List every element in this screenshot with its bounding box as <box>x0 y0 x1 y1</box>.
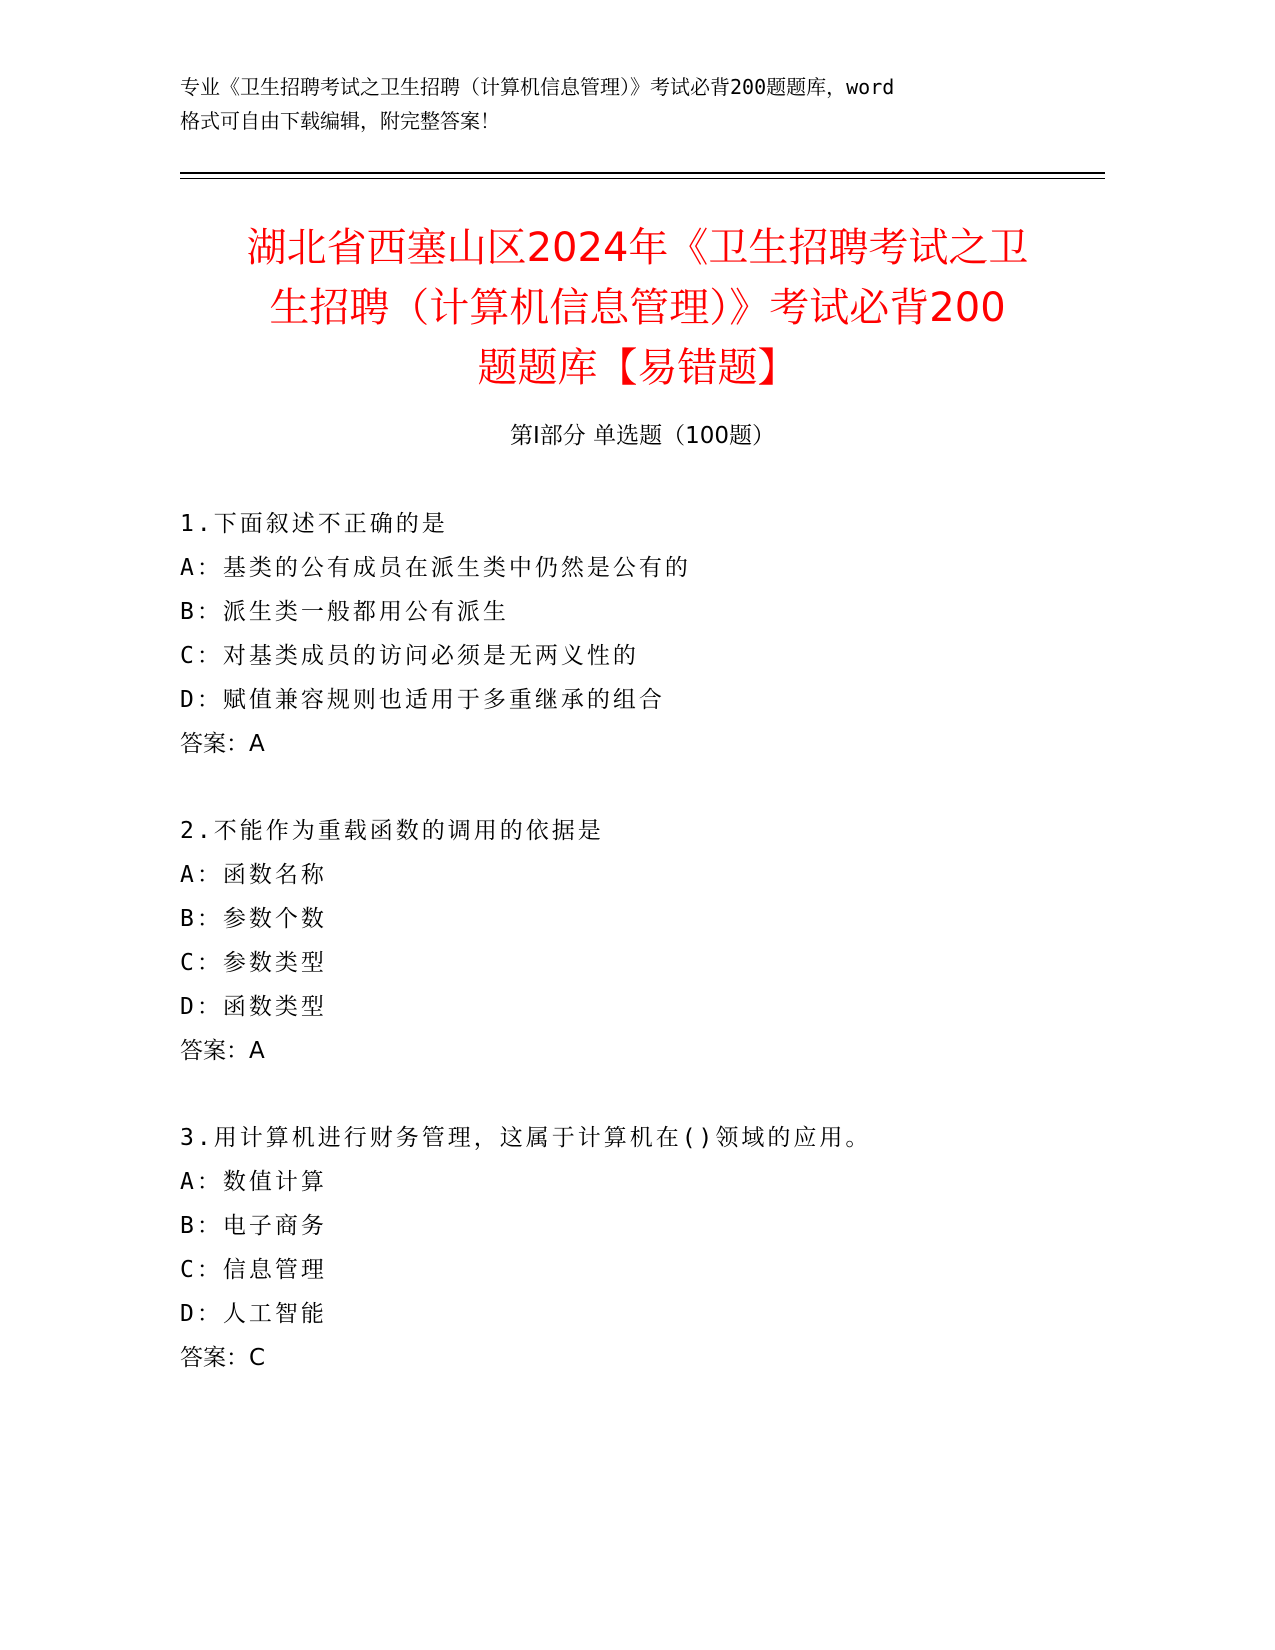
page-title-line-3: 题题库【易错题】 <box>477 345 798 391</box>
question-3 <box>180 1116 1105 1380</box>
header-note-line-2: 格式可自由下载编辑，附完整答案！ <box>180 109 500 133</box>
option-c: C：对基类成员的访问必须是无两义性的 <box>180 643 639 669</box>
page-title-line-1: 湖北省西塞山区2024年《卫生招聘考试之卫 <box>246 225 1029 271</box>
question-list <box>180 502 1105 1423</box>
option-c: C：信息管理 <box>180 1257 327 1283</box>
option-d: D：赋值兼容规则也适用于多重继承的组合 <box>180 687 665 713</box>
answer-text: 答案：A <box>180 731 265 757</box>
option-a: A：基类的公有成员在派生类中仍然是公有的 <box>180 555 691 581</box>
header-note-line-1: 专业《卫生招聘考试之卫生招聘（计算机信息管理）》考试必背200题题库，word <box>180 75 895 99</box>
section-title: 第Ⅰ部分 单选题（100题） <box>510 423 775 449</box>
header-note <box>180 70 1080 138</box>
header-divider-thick <box>180 172 1105 174</box>
option-a: A：函数名称 <box>180 862 327 888</box>
option-d: D：人工智能 <box>180 1301 327 1327</box>
page-title-line-2: 生招聘（计算机信息管理）》考试必背200 <box>269 285 1006 331</box>
question-stem: 2.不能作为重载函数的调用的依据是 <box>180 818 604 844</box>
option-c: C：参数类型 <box>180 950 327 976</box>
header-divider-thin <box>180 178 1105 179</box>
question-2 <box>180 809 1105 1073</box>
question-stem: 3.用计算机进行财务管理，这属于计算机在()领域的应用。 <box>180 1125 872 1151</box>
question-1 <box>180 502 1105 766</box>
option-b: B：派生类一般都用公有派生 <box>180 599 509 625</box>
option-b: B：电子商务 <box>180 1213 327 1239</box>
question-stem: 1.下面叙述不正确的是 <box>180 511 448 537</box>
answer-text: 答案：A <box>180 1038 265 1064</box>
answer-text: 答案：C <box>180 1345 266 1371</box>
option-a: A：数值计算 <box>180 1169 327 1195</box>
option-b: B：参数个数 <box>180 906 327 932</box>
option-d: D：函数类型 <box>180 994 327 1020</box>
page-title <box>150 218 1125 398</box>
